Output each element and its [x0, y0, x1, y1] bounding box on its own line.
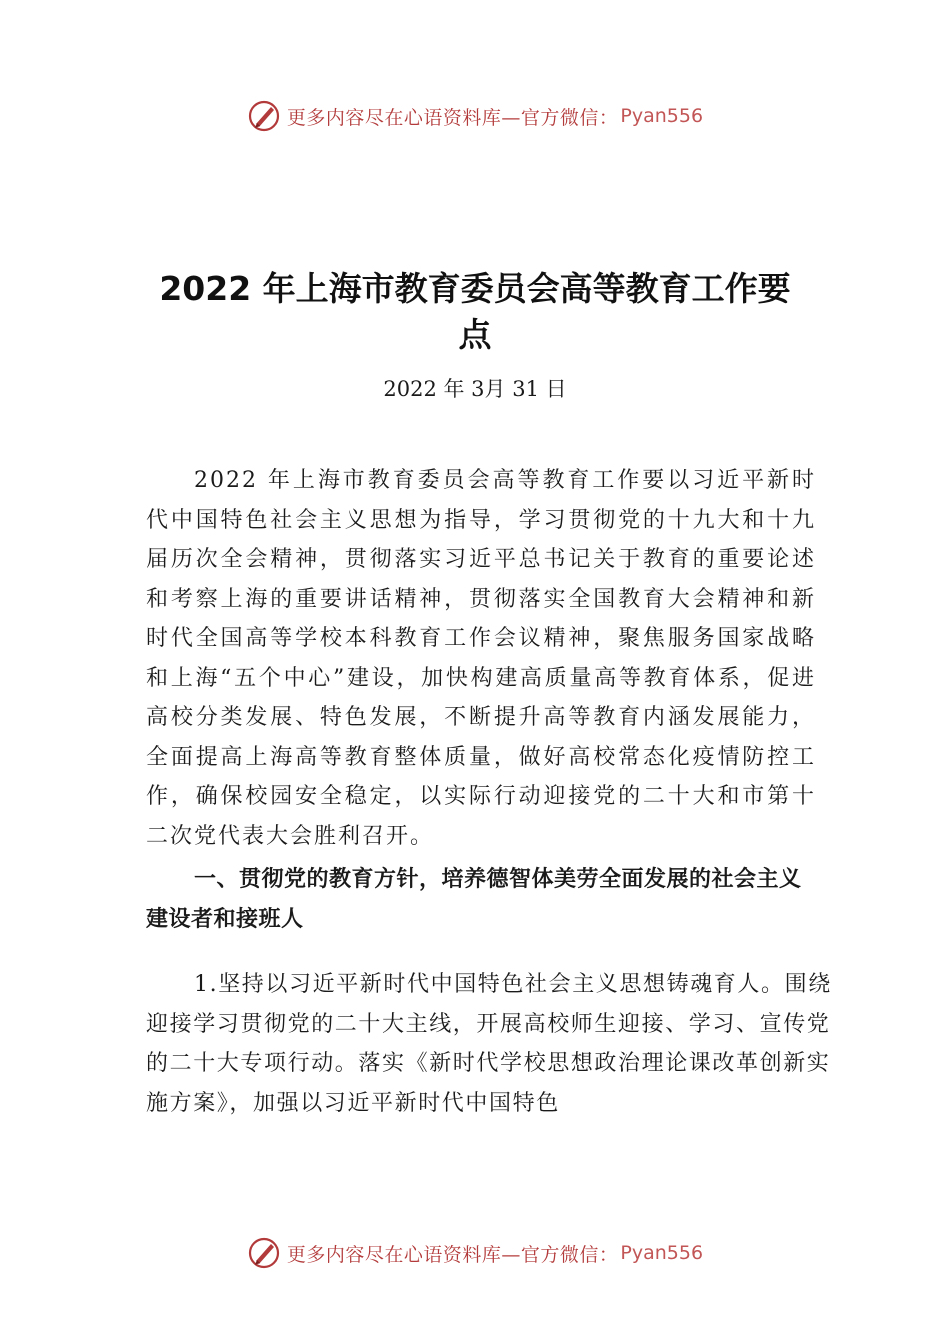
pen-seal-icon	[247, 1236, 281, 1270]
pen-seal-icon	[247, 99, 281, 133]
title-line-1: 2022 年上海市教育委员会高等教育工作要	[159, 269, 791, 308]
header-watermark	[0, 96, 950, 136]
paragraph-item-1: 1.坚持以习近平新时代中国特色社会主义思想铸魂育人。围绕迎接学习贯彻党的二十大主线，开展高校师生迎接、学习、宣传党的二十大专项行动。落实《新时代学校思想政治理论课改革创新实施方案》，加强以习近平新时代中国特色	[146, 972, 832, 1116]
footer-watermark	[0, 1233, 950, 1273]
wechat-id: Pyan556	[620, 105, 704, 127]
watermark-text: 更多内容尽在心语资料库—官方微信：	[286, 106, 619, 129]
title-line-2: 点	[458, 315, 492, 354]
document-title	[0, 266, 950, 358]
wechat-id: Pyan556	[620, 1242, 704, 1264]
section-heading-1: 一、贯彻党的教育方针，培养德智体美劳全面发展的社会主义建设者和接班人	[146, 867, 802, 932]
paragraph-intro: 2022 年上海市教育委员会高等教育工作要以习近平新时代中国特色社会主义思想为指导，学习贯彻党的十九大和十九届历次全会精神，贯彻落实习近平总书记关于教育的重要论述和考察上海的重要讲话精神，贯彻落实全国教育大会精神和新时代全国高等学校本科教育工作会议精神，聚焦服务国家战略和上海“五个中心”建设，加快构建高质量高等教育体系，促进高校分类发展、特色发展，不断提升高等教育内涵发展能力，全面提高上海高等教育整体质量，做好高校常态化疫情防控工作，确保校园安全稳定，以实际行动迎接党的二十大和市第十二次党代表大会胜利召开。	[146, 468, 816, 849]
document-date: 2022 年 3月 31 日	[383, 377, 567, 401]
watermark-text: 更多内容尽在心语资料库—官方微信：	[286, 1243, 619, 1266]
